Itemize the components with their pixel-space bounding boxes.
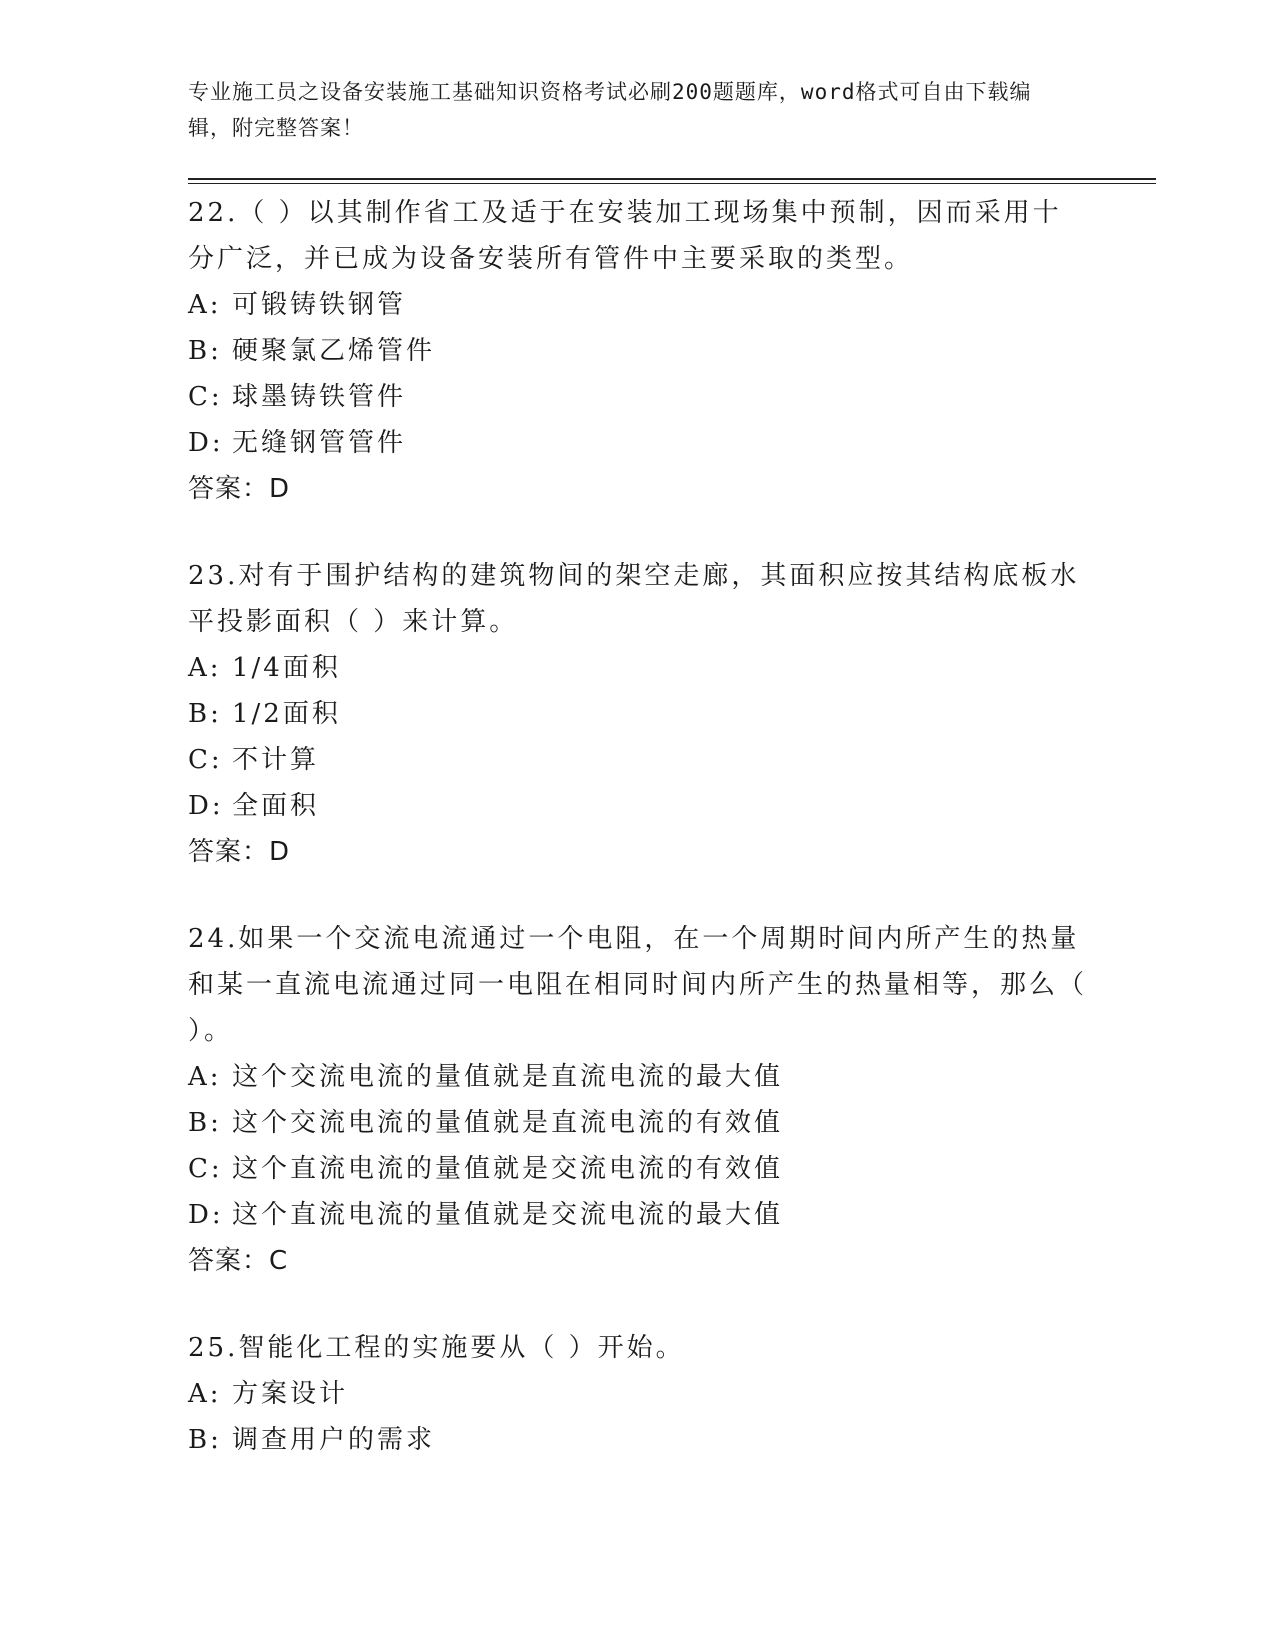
option-b (188, 1100, 1156, 1146)
answer-line: 答案：D (188, 837, 291, 867)
option-a (188, 282, 1156, 328)
option-text: 无缝钢管管件 (232, 428, 407, 458)
option-c (188, 1146, 1156, 1192)
option-key: B: (188, 336, 222, 366)
question-stem: 22.（ ）以其制作省工及适于在安装加工现场集中预制，因而采用十分广泛，并已成为设备安装所有管件中主要采取的类型。 (188, 198, 1062, 274)
option-text: 球墨铸铁管件 (232, 382, 407, 412)
option-key: A: (188, 290, 222, 320)
option-text: 方案设计 (232, 1379, 349, 1409)
option-key: A: (188, 653, 222, 683)
question-stem: 23.对有于围护结构的建筑物间的架空走廊，其面积应按其结构底板水平投影面积（ ）来计算。 (188, 561, 1080, 637)
option-key: D: (188, 428, 224, 458)
option-b (188, 1417, 1156, 1463)
option-text: 硬聚氯乙烯管件 (232, 336, 436, 366)
option-text: 这个交流电流的量值就是直流电流的最大值 (232, 1062, 784, 1092)
option-text: 这个直流电流的量值就是交流电流的最大值 (232, 1200, 784, 1230)
option-key: B: (188, 1425, 222, 1455)
option-c (188, 374, 1156, 420)
document-header: 专业施工员之设备安装施工基础知识资格考试必刷200题题库，word格式可自由下载编辑，附完整答案！ (188, 80, 1032, 140)
option-key: D: (188, 791, 224, 821)
option-key: A: (188, 1379, 222, 1409)
question-23 (188, 553, 1156, 875)
option-text: 全面积 (232, 791, 320, 821)
option-key: A: (188, 1062, 222, 1092)
option-key: C: (188, 1154, 223, 1184)
option-text: 这个交流电流的量值就是直流电流的有效值 (232, 1108, 784, 1138)
option-a (188, 1371, 1156, 1417)
option-key: B: (188, 699, 222, 729)
answer-line: 答案：D (188, 474, 291, 504)
option-key: D: (188, 1200, 224, 1230)
option-d (188, 420, 1156, 466)
option-key: C: (188, 745, 223, 775)
option-text: 可锻铸铁钢管 (232, 290, 407, 320)
question-24 (188, 916, 1156, 1284)
option-b (188, 328, 1156, 374)
option-b (188, 691, 1156, 737)
document-page (188, 74, 1156, 1504)
answer-line: 答案：C (188, 1246, 289, 1276)
question-stem: 24.如果一个交流电流通过一个电阻，在一个周期时间内所产生的热量和某一直流电流通过同一电阻在相同时间内所产生的热量相等，那么（ ）。 (188, 924, 1088, 1046)
option-d (188, 1192, 1156, 1238)
option-key: C: (188, 382, 223, 412)
option-a (188, 1054, 1156, 1100)
question-stem: 25.智能化工程的实施要从（ ）开始。 (188, 1333, 685, 1363)
question-22 (188, 190, 1156, 512)
option-text: 1/2面积 (232, 699, 341, 729)
option-text: 不计算 (232, 745, 320, 775)
option-a (188, 645, 1156, 691)
question-list (188, 190, 1156, 1463)
option-d (188, 783, 1156, 829)
option-c (188, 737, 1156, 783)
option-text: 1/4面积 (232, 653, 341, 683)
option-key: B: (188, 1108, 222, 1138)
question-25 (188, 1325, 1156, 1463)
option-text: 调查用户的需求 (232, 1425, 436, 1455)
option-text: 这个直流电流的量值就是交流电流的有效值 (232, 1154, 784, 1184)
header-divider (188, 178, 1156, 184)
